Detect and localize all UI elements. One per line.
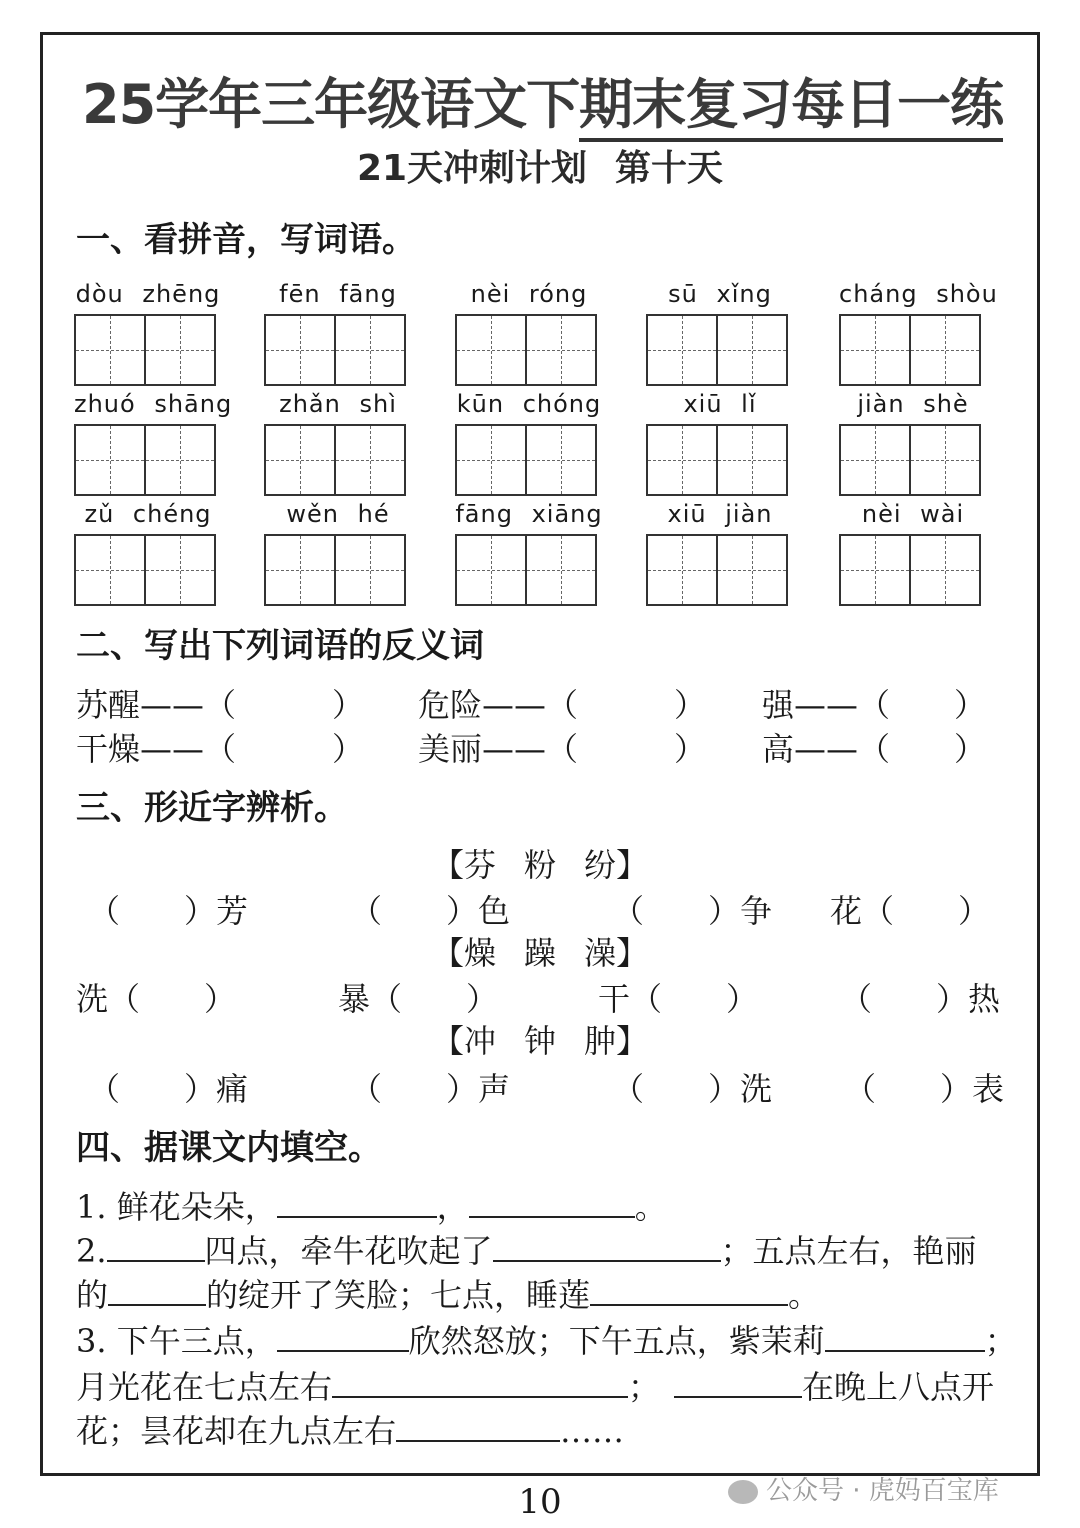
similar-char-item: （ ）痛 [88,1070,249,1108]
writing-grid [74,314,222,386]
writing-cell[interactable] [525,424,597,496]
antonym-item: 干燥——（ ） [76,730,365,768]
similar-char-item: （ ）表 [844,1070,1005,1108]
pinyin-label: kūn chóng [456,390,602,418]
pinyin-label: xiū jiàn [667,500,773,528]
pinyin-label: nèi wài [861,500,965,528]
similar-char-item: 干（ ） [598,980,759,1018]
writing-grid [455,314,603,386]
similar-char-item: （ ）争 [612,892,773,930]
writing-cell[interactable] [334,534,406,606]
writing-grid [74,424,222,496]
pinyin-word-item [264,390,412,496]
watermark: 公众号 · 虎妈百宝库 [728,1470,999,1507]
writing-cell[interactable] [334,314,406,386]
fill-question-2: 2. 四点，牵牛花吹起了 ；五点左右，艳丽 [76,1232,977,1270]
writing-cell[interactable] [455,424,527,496]
similar-char-item: （ ）芳 [88,892,249,930]
similar-char-item: 花（ ） [830,892,991,930]
fill-question-3: 3. 下午三点， 欣然怒放；下午五点，紫茉莉 ； [76,1322,1017,1360]
writing-grid [839,424,987,496]
writing-grid [264,314,412,386]
similar-char-item: （ ）声 [350,1070,511,1108]
pinyin-label: xiū lǐ [683,390,757,418]
pinyin-word-item [455,280,603,386]
similar-char-item: （ ）洗 [612,1070,773,1108]
writing-cell[interactable] [716,314,788,386]
writing-cell[interactable] [144,534,216,606]
writing-grid [264,424,412,496]
similar-char-item: （ ）色 [350,892,511,930]
pinyin-label: fēn fāng [279,280,397,308]
writing-cell[interactable] [74,314,146,386]
pinyin-word-item [646,280,794,386]
pinyin-word-item [839,390,987,496]
writing-grid [455,534,603,606]
antonym-item: 强——（ ） [762,686,987,724]
pinyin-word-item [839,500,987,606]
writing-grid [74,534,222,606]
writing-cell[interactable] [839,314,911,386]
pinyin-word-item [839,280,998,386]
similar-char-item: 暴（ ） [338,980,499,1018]
writing-grid [264,534,412,606]
pinyin-label: fāng xiāng [455,500,603,528]
section-3-title: 三、形近字辨析。 [76,788,348,828]
pinyin-word-item [74,500,222,606]
writing-cell[interactable] [144,314,216,386]
writing-cell[interactable] [716,424,788,496]
writing-cell[interactable] [455,314,527,386]
writing-cell[interactable] [264,424,336,496]
fill-question-3-cont: 月光花在七点左右 ； 在晚上八点开 [76,1368,995,1406]
writing-cell[interactable] [646,314,718,386]
pinyin-label: zhuó shāng [74,390,233,418]
writing-cell[interactable] [839,534,911,606]
pinyin-label: nèi róng [470,280,588,308]
char-group-3: 【冲 钟 肿】 [431,1022,649,1060]
char-group-1: 【芬 粉 纷】 [431,846,649,884]
pinyin-word-item [74,390,233,496]
writing-cell[interactable] [334,424,406,496]
antonym-item: 危险——（ ） [418,686,707,724]
wechat-icon [728,1480,758,1504]
pinyin-label: jiàn shè [857,390,969,418]
antonym-item: 美丽——（ ） [418,730,707,768]
writing-cell[interactable] [909,534,981,606]
writing-cell[interactable] [646,424,718,496]
pinyin-label: wěn hé [286,500,390,528]
pinyin-word-item [646,500,794,606]
writing-cell[interactable] [264,534,336,606]
fill-question-1: 1. 鲜花朵朵， ， 。 [76,1188,667,1226]
writing-grid [646,314,794,386]
antonym-item: 苏醒——（ ） [76,686,365,724]
writing-cell[interactable] [909,424,981,496]
pinyin-word-item [646,390,794,496]
page-subtitle: 21天冲刺计划 第十天 [356,148,724,189]
page-number: 10 [518,1482,562,1522]
writing-cell[interactable] [909,314,981,386]
writing-grid [455,424,603,496]
pinyin-label: dòu zhēng [75,280,221,308]
section-2-title: 二、写出下列词语的反义词 [76,626,484,666]
pinyin-word-item [264,500,412,606]
antonym-item: 高——（ ） [762,730,987,768]
pinyin-label: zǔ chéng [84,500,212,528]
pinyin-row [74,280,998,390]
pinyin-label: cháng shòu [839,280,998,308]
writing-grid [646,424,794,496]
writing-cell[interactable] [455,534,527,606]
page-title: 25学年三年级语文下期末复习每日一练 [82,62,1003,139]
writing-grid [646,534,794,606]
writing-cell[interactable] [525,314,597,386]
writing-cell[interactable] [74,534,146,606]
fill-question-3-end: 花；昙花却在九点左右 …… [76,1412,625,1450]
pinyin-word-item [264,280,412,386]
similar-char-item: 洗（ ） [76,980,237,1018]
writing-cell[interactable] [839,424,911,496]
pinyin-word-item [455,500,603,606]
char-group-2: 【燥 躁 澡】 [431,934,649,972]
writing-grid [839,534,987,606]
writing-cell[interactable] [74,424,146,496]
pinyin-word-item [74,280,222,386]
section-4-title: 四、据课文内填空。 [76,1128,382,1168]
writing-cell[interactable] [264,314,336,386]
writing-grid [839,314,987,386]
writing-cell[interactable] [716,534,788,606]
similar-char-item: （ ）热 [840,980,1001,1018]
writing-cell[interactable] [144,424,216,496]
pinyin-row [74,500,994,610]
writing-cell[interactable] [525,534,597,606]
pinyin-row [74,390,994,500]
pinyin-label: sū xǐng [668,280,772,308]
pinyin-label: zhǎn shì [279,390,397,418]
pinyin-word-item [455,390,603,496]
fill-question-2-cont: 的 的绽开了笑脸；七点，睡莲 。 [76,1276,821,1314]
section-1-title: 一、看拼音，写词语。 [76,220,416,260]
writing-cell[interactable] [646,534,718,606]
